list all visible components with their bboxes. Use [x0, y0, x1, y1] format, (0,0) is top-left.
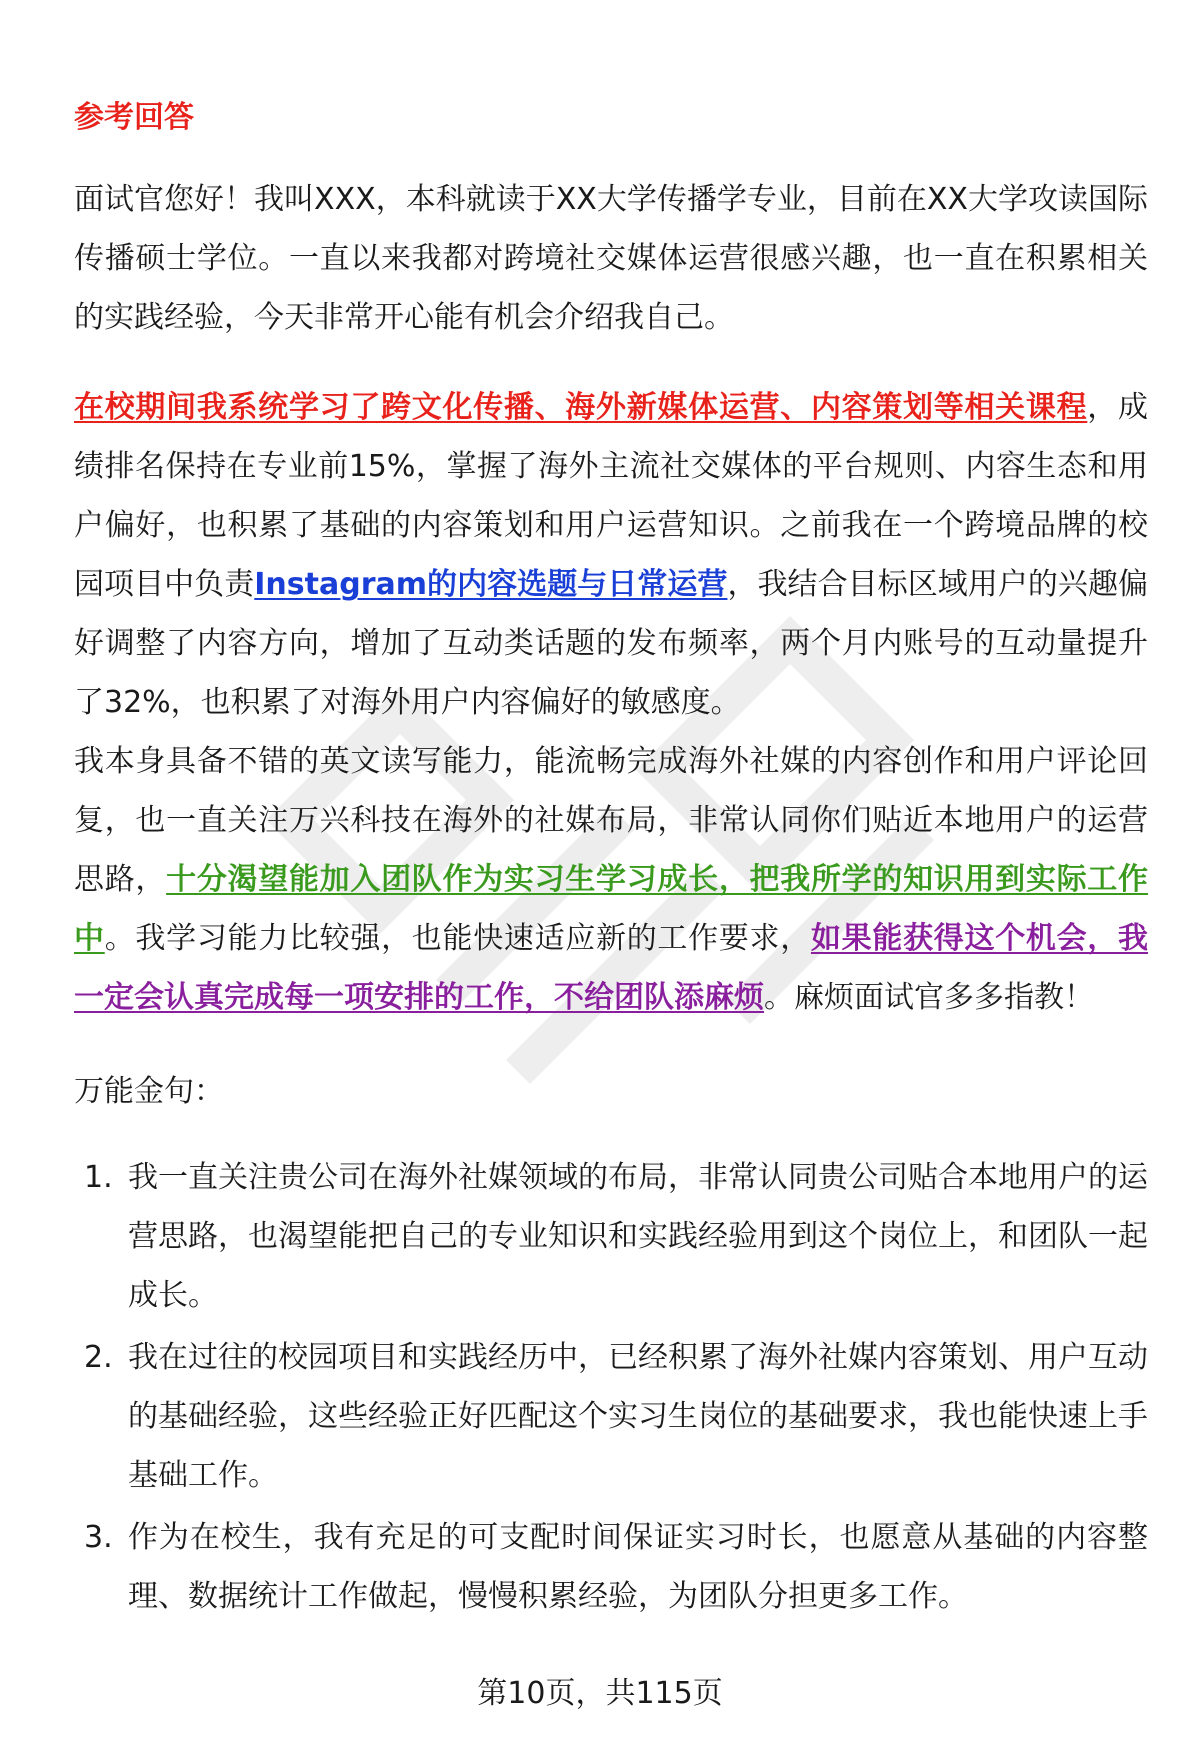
- tips-label: 万能金句：: [74, 1074, 224, 1109]
- highlight-instagram: Instagram的内容选题与日常运营: [254, 567, 728, 602]
- body-text-1: ，成绩排名保持在专业前15%，掌握了海外主流社交媒体的平台规则、内容生态和用户偏好，也积累了基础的内容策划和用户运营知识。之前我在一个跨境品牌的校园项目中负责: [74, 390, 1149, 602]
- list-item-text: 我在过往的校园项目和实践经历中，已经积累了海外社媒内容策划、用户互动的基础经验，这些经验正好匹配这个实习生岗位的基础要求，我也能快速上手基础工作。: [128, 1340, 1148, 1493]
- body-text-2: ，我结合目标区域用户的兴趣偏好调整了内容方向，增加了互动类话题的发布频率，两个月内账号的互动量提升了32%，也积累了对海外用户内容偏好的敏感度。: [74, 567, 1149, 720]
- list-item-number: 2.: [84, 1340, 113, 1375]
- highlight-courses: 在校期间我系统学习了跨文化传播、海外新媒体运营、内容策划等相关课程: [74, 390, 1088, 425]
- list-item: [74, 1328, 1148, 1505]
- body-paragraph: [74, 378, 1148, 1027]
- list-item: [74, 1148, 1148, 1325]
- highlight-aspiration: 十分渴望能加入团队作为实习生学习成长，把我所学的知识用到实际工作中: [74, 862, 1149, 956]
- tips-list: [74, 1148, 1148, 1629]
- body-text-4: 。我学习能力比较强，也能快速适应新的工作要求，: [104, 921, 811, 956]
- list-item: [74, 1508, 1148, 1626]
- list-item-text: 我一直关注贵公司在海外社媒领域的布局，非常认同贵公司贴合本地用户的运营思路，也渴望能把自己的专业知识和实践经验用到这个岗位上，和团队一起成长。: [128, 1160, 1148, 1313]
- intro-paragraph: 面试官您好！我叫XXX，本科就读于XX大学传播学专业，目前在XX大学攻读国际传播硕士学位。一直以来我都对跨境社交媒体运营很感兴趣，也一直在积累相关的实践经验，今天非常开心能有机会介绍我自己。: [74, 182, 1148, 335]
- page-number-footer: 第10页，共115页: [477, 1676, 723, 1711]
- list-item-number: 3.: [84, 1520, 113, 1555]
- body-text-5: 。麻烦面试官多多指教！: [764, 980, 1094, 1015]
- list-item-text: 作为在校生，我有充足的可支配时间保证实习时长，也愿意从基础的内容整理、数据统计工作做起，慢慢积累经验，为团队分担更多工作。: [128, 1520, 1148, 1614]
- highlight-commitment: 如果能获得这个机会，我一定会认真完成每一项安排的工作，不给团队添麻烦: [74, 921, 1149, 1015]
- answer-heading: 参考回答: [74, 100, 194, 135]
- list-item-number: 1.: [84, 1160, 113, 1195]
- body-text-3: 我本身具备不错的英文读写能力，能流畅完成海外社媒的内容创作和用户评论回复，也一直关注万兴科技在海外的社媒布局，非常认同你们贴近本地用户的运营思路，: [74, 744, 1148, 897]
